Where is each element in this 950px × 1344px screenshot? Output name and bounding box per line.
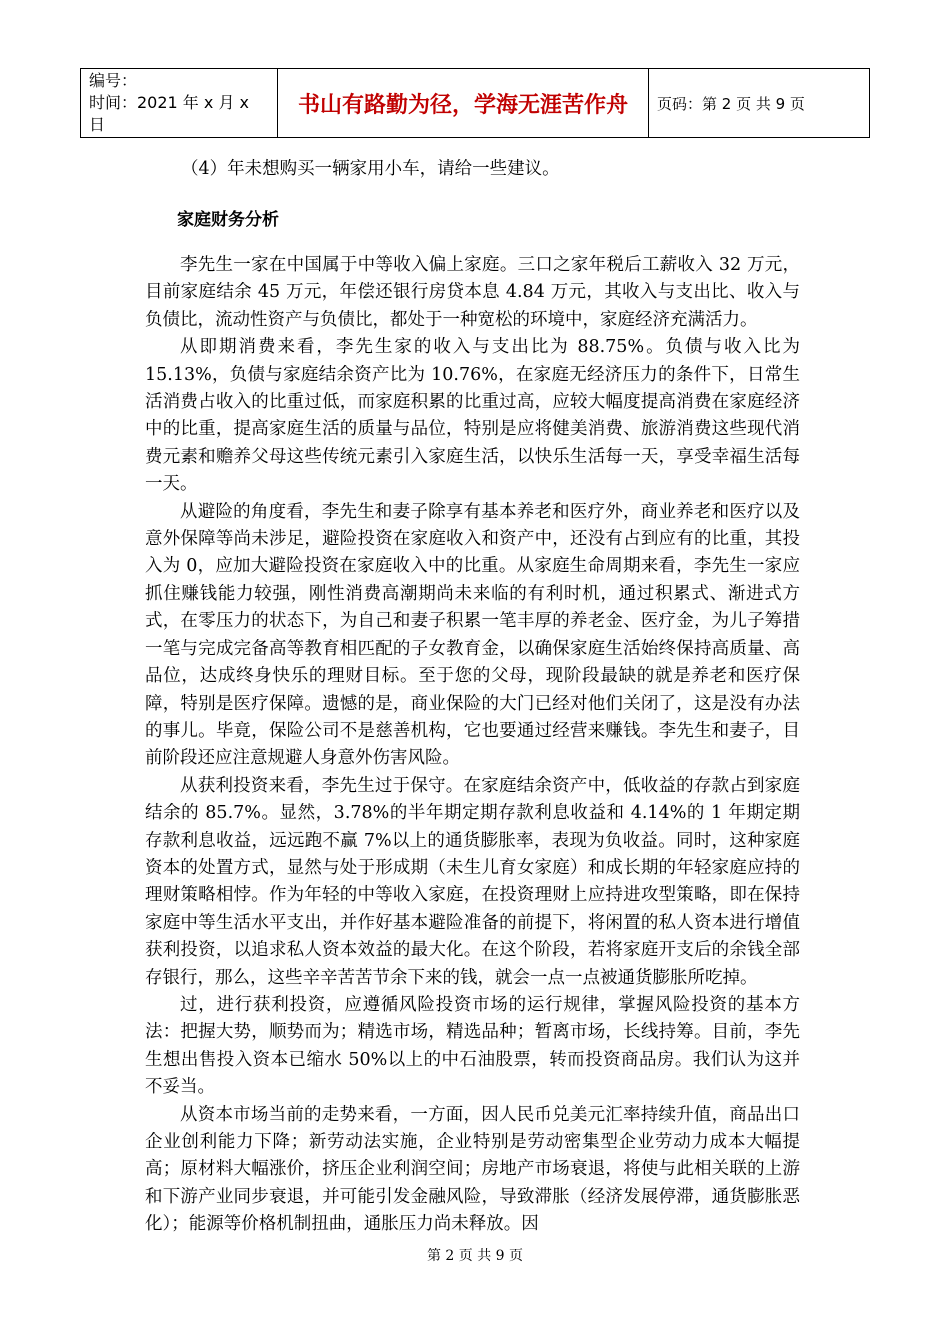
header-page-number: 页码：第 2 页 共 9 页 [649, 69, 870, 138]
paragraph-risk: 从避险的角度看，李先生和妻子除享有基本养老和医疗外，商业养老和医疗以及意外保障等尚未涉足，避险投资在家庭收入和资产中，还没有占到应有的比重，其投入为 0，应加大避险投资在家庭收入中的比重。从家庭生命周期来看，李先生一家应抓住赚钱能力较强，刚性消费高潮期尚未来临的有利时机，通过积累式、渐进式方式，在零压力的状态下，为自己和妻子积累一笔丰厚的养老金、医疗金，为儿子筹措一笔与完成完备高等教育相匹配的子女教育金，以确保家庭生活始终保持高质量、高品位，达成终身快乐的理财目标。至于您的父母，现阶段最缺的就是养老和医疗保障，特别是医疗保障。遗憾的是，商业保险的大门已经对他们关闭了，这是没有办法的事儿。毕竟，保险公司不是慈善机构，它也要通过经营来赚钱。李先生和妻子，目前阶段还应注意规避人身意外伤害风险。 [145, 501, 800, 769]
question-4: （4）年未想购买一辆家用小车，请给一些建议。 [181, 159, 560, 179]
paragraph-intro: 李先生一家在中国属于中等收入偏上家庭。三口之家年税后工薪收入 32 万元，目前家庭结余 45 万元，年偿还银行房贷本息 4.84 万元，其收入与支出比、收入与负债比，流动性资产与负债比，都处于一种宽松的环境中，家庭经济充满活力。 [145, 255, 800, 330]
header-table [80, 68, 870, 138]
paragraph-investment: 从获利投资来看，李先生过于保守。在家庭结余资产中，低收益的存款占到家庭结余的 85.7%。显然，3.78%的半年期定期存款利息收益和 4.14%的 1 年期定期存款利息收益，远远跑不赢 7%以上的通货膨胀率，表现为负收益。同时，这种家庭资本的处置方式，显然与处于形成期（未生儿育女家庭）和成长期的年轻家庭应持的理财策略相悖。作为年轻的中等收入家庭，在投资理财上应持进攻型策略，即在保持家庭中等生活水平支出，并作好基本避险准备的前提下，将闲置的私人资本进行增值获利投资，以追求私人资本效益的最大化。在这个阶段，若将家庭开支后的余钱全部存银行，那么，这些辛辛苦苦节余下来的钱，就会一点一点被通货膨胀所吃掉。 [145, 775, 800, 988]
paragraph-market: 从资本市场当前的走势来看，一方面，因人民币兑美元汇率持续升值，商品出口企业创利能力下降；新劳动法实施，企业特别是劳动密集型企业劳动力成本大幅提高；原材料大幅涨价，挤压企业利润空间；房地产市场衰退，将使与此相关联的上游和下游产业同步衰退，并可能引发金融风险，导致滞胀（经济发展停滞，通货膨胀恶化）；能源等价格机制扭曲，通胀压力尚未释放。因 [145, 1104, 800, 1235]
document-date: 时间：2021 年 x 月 x 日 [89, 93, 250, 134]
paragraph-method: 过，进行获利投资，应遵循风险投资市场的运行规律，掌握风险投资的基本方法：把握大势，顺势而为；精选市场，精选品种；暂离市场，长线持筹。目前，李先生想出售投入资本已缩水 50%以上的中石油股票，转而投资商品房。我们认为这并不妥当。 [145, 994, 800, 1098]
paragraph-consumption: 从即期消费来看，李先生家的收入与支出比为 88.75%。负债与收入比为 15.13%，负债与家庭结余资产比为 10.76%，在家庭无经济压力的条件下，日常生活消费占收入的比重过低，而家庭积累的比重过高，应较大幅度提高消费在家庭经济中的比重，提高家庭生活的质量与品位，特别是应将健美消费、旅游消费这些现代消费元素和赡养父母这些传统元素引入家庭生活，以快乐生活每一天，享受幸福生活每一天。 [145, 337, 800, 495]
section-title: 家庭财务分析 [177, 210, 279, 230]
document-body [145, 155, 800, 1239]
header-meta [81, 69, 278, 138]
page-footer: 第 2 页 共 9 页 [426, 1248, 524, 1264]
header-motto: 书山有路勤为径，学海无涯苦作舟 [278, 69, 649, 138]
document-number-label: 编号： [89, 71, 138, 90]
